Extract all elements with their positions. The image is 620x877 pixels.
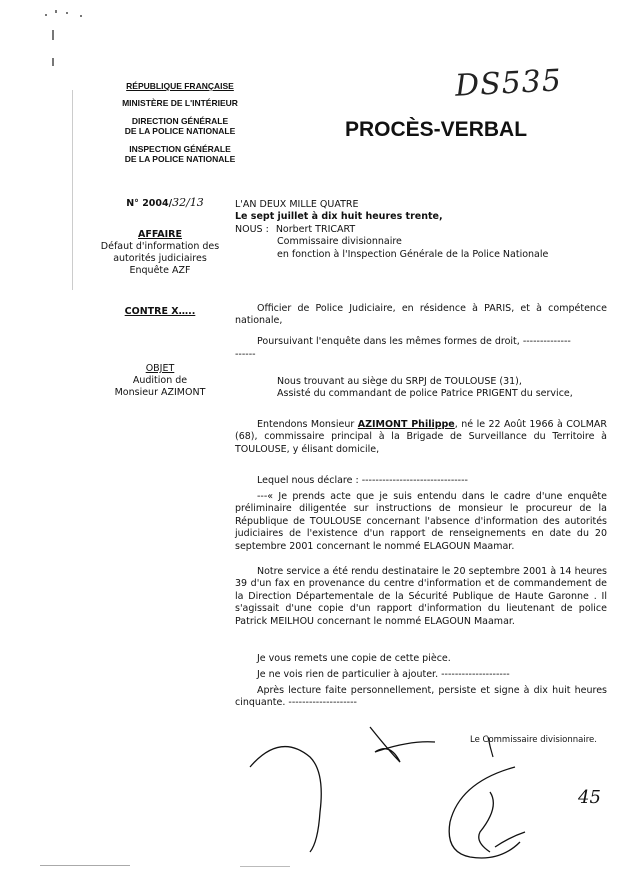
statement-closing: Après lecture faite personnellement, persiste et signe à dix huit heures cinquante. --------------------: [235, 685, 607, 709]
opj-paragraph: Officier de Police Judiciaire, en résidence à PARIS, et à compétence nationale,: [235, 303, 607, 327]
objet-line-1: Audition de: [132, 375, 188, 386]
republic-text: RÉPUBLIQUE FRANÇAISE: [126, 81, 234, 91]
header-left: [85, 81, 275, 164]
statement-paragraph-1: ---« Je prends acte que je suis entendu dans le cadre d'une enquête préliminaire diligentée sur instructions de monsieur le procureur de la République de TOULOUSE concernant l'absence d'information des autorités judiciaires de l'existence d'un rapport de renseignements en date du 20 septembre 2001 concernant le nommé ELAGOUN Maamar.: [235, 491, 607, 552]
affaire-line-3: Enquête AZF: [129, 265, 191, 276]
signature-witness: [250, 727, 435, 852]
assist-line: Assisté du commandant de police Patrice PRIGENT du service,: [277, 388, 573, 400]
signatures-drawing: [240, 712, 540, 872]
siege-line: Nous trouvant au siège du SRPJ de TOULOUSE (31),: [277, 376, 522, 387]
objet-label: OBJET: [145, 363, 175, 374]
direction-line-1: DIRECTION GÉNÉRALE: [131, 116, 229, 126]
officer-name: Norbert TRICART: [275, 223, 356, 235]
affaire-line-1: Défaut d'information des: [100, 241, 220, 252]
witness-paragraph: [235, 419, 607, 456]
contre-label: CONTRE X…..: [124, 306, 196, 317]
statement-paragraph-2: Notre service a été rendu destinataire le 20 septembre 2001 à 14 heures 39 d'un fax en provenance du centre d'information et de commandement de la Direction Départementale de la Sécurité Publique de Haute Garonne . Il s'agissait d'une copie d'un rapport d'information du lieutenant de police Patrick MEILHOU concernant le nommé ELAGOUN Maamar.: [235, 566, 607, 627]
role-line-2: en fonction à l'Inspection Générale de la Police Nationale: [277, 248, 549, 260]
inspection-line-1: INSPECTION GÉNÉRALE: [129, 144, 231, 154]
direction-line-2: DE LA POLICE NATIONALE: [124, 126, 236, 136]
doc-title: PROCÈS-VERBAL: [345, 118, 528, 141]
year-line: L'AN DEUX MILLE QUATRE: [235, 199, 359, 210]
affaire-line-2: autorités judiciaires: [113, 253, 207, 264]
affaire-block: [90, 229, 230, 277]
handwritten-stamp: DS535: [454, 63, 563, 104]
objet-block: [90, 363, 230, 399]
nous-line: [235, 224, 615, 236]
intro-block: [235, 199, 615, 261]
statement-copy: Je vous remets une copie de cette pièce.: [257, 653, 451, 664]
signature-officer: [449, 767, 525, 858]
date-line: Le sept juillet à dix huit heures trente,: [235, 211, 443, 223]
siege-block: [277, 376, 607, 401]
witness-pre: Entendons Monsieur: [257, 419, 358, 430]
affaire-label: AFFAIRE: [138, 229, 182, 240]
role-line-1: Commissaire divisionnaire: [277, 236, 402, 248]
declare-line: Lequel nous déclare : -------------------------------: [257, 475, 468, 486]
enquete-paragraph: Poursuivant l'enquête dans les mêmes formes de droit, --------------: [257, 336, 571, 347]
witness-name: AZIMONT Philippe: [357, 419, 455, 430]
nous-label: NOUS :: [235, 223, 269, 235]
number-handwritten: 32/13: [172, 196, 204, 209]
ministry-text: MINISTÈRE DE L'INTÉRIEUR: [122, 98, 238, 108]
statement-nothing: Je ne vois rien de particulier à ajouter. --------------------: [257, 669, 510, 680]
case-number: [100, 197, 230, 210]
signature-label: Le Commissaire divisionnaire.: [470, 735, 597, 745]
number-label: N° 2004/: [126, 198, 173, 209]
witness-post: , né le 22 Août 1966 à COLMAR (68), commissaire principal à la Brigade de Surveillance du Territoire à TOULOUSE, y élisant domicile,: [235, 419, 608, 455]
dash-line: ------: [235, 349, 256, 360]
objet-line-2: Monsieur AZIMONT: [114, 387, 206, 398]
page-number: 45: [578, 787, 601, 808]
inspection-line-2: DE LA POLICE NATIONALE: [124, 154, 236, 164]
